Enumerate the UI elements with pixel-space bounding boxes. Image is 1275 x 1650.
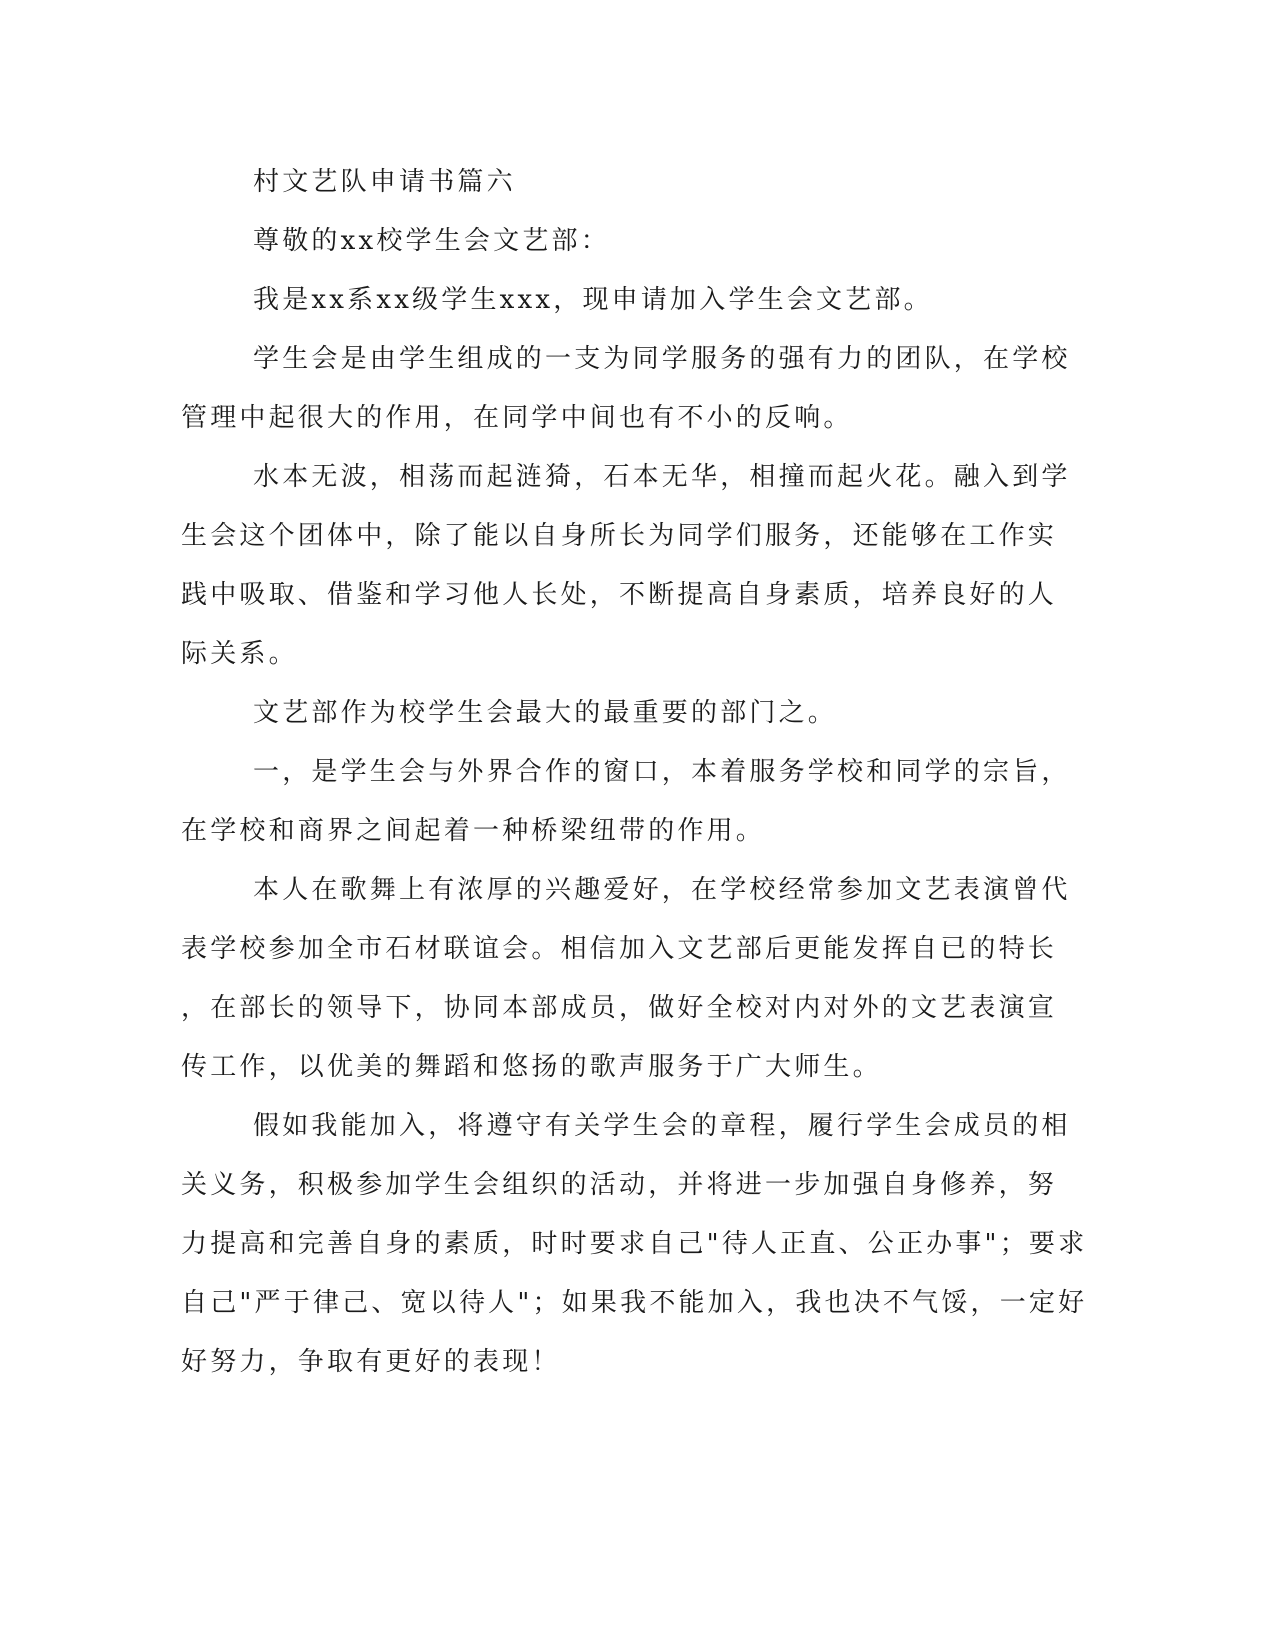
paragraph-line: 传工作，以优美的舞蹈和悠扬的歌声服务于广大师生。 [181,1052,882,1082]
paragraph-line: 水本无波，相荡而起涟猗，石本无华，相撞而起火花。融入到学 [253,462,1071,492]
paragraph-line: 力提高和完善自身的素质，时时要求自己"待人正直、公正办事"；要求 [181,1229,1088,1259]
paragraph-line: 际关系。 [181,639,298,669]
paragraph-line: 生会这个团体中，除了能以自身所长为同学们服务，还能够在工作实 [181,521,1058,551]
document-title: 村文艺队申请书篇六 [253,167,516,197]
paragraph-line: 我是xx系xx级学生xxx，现申请加入学生会文艺部。 [253,285,933,315]
paragraph-line: 管理中起很大的作用，在同学中间也有不小的反响。 [181,403,853,433]
paragraph-line: 好努力，争取有更好的表现！ [181,1347,561,1377]
paragraph-line: 践中吸取、借鉴和学习他人长处，不断提高自身素质，培养良好的人 [181,580,1058,610]
paragraph-line: 假如我能加入，将遵守有关学生会的章程，履行学生会成员的相 [253,1111,1071,1141]
paragraph-line: 表学校参加全市石材联谊会。相信加入文艺部后更能发挥自已的特长 [181,934,1058,964]
paragraph-line: ，在部长的领导下，协同本部成员，做好全校对内对外的文艺表演宣 [181,993,1058,1023]
salutation: 尊敬的xx校学生会文艺部： [253,226,610,256]
paragraph-line: 关义务，积极参加学生会组织的活动，并将进一步加强自身修养，努 [181,1170,1058,1200]
paragraph-line: 一，是学生会与外界合作的窗口，本着服务学校和同学的宗旨， [253,757,1071,787]
paragraph-line: 文艺部作为校学生会最大的最重要的部门之。 [253,698,838,728]
paragraph-line: 本人在歌舞上有浓厚的兴趣爱好，在学校经常参加文艺表演曾代 [253,875,1071,905]
paragraph-line: 自己"严于律己、宽以待人"；如果我不能加入，我也决不气馁，一定好 [181,1288,1088,1318]
paragraph-line: 在学校和商界之间起着一种桥梁纽带的作用。 [181,816,766,846]
paragraph-line: 学生会是由学生组成的一支为同学服务的强有力的团队，在学校 [253,344,1071,374]
